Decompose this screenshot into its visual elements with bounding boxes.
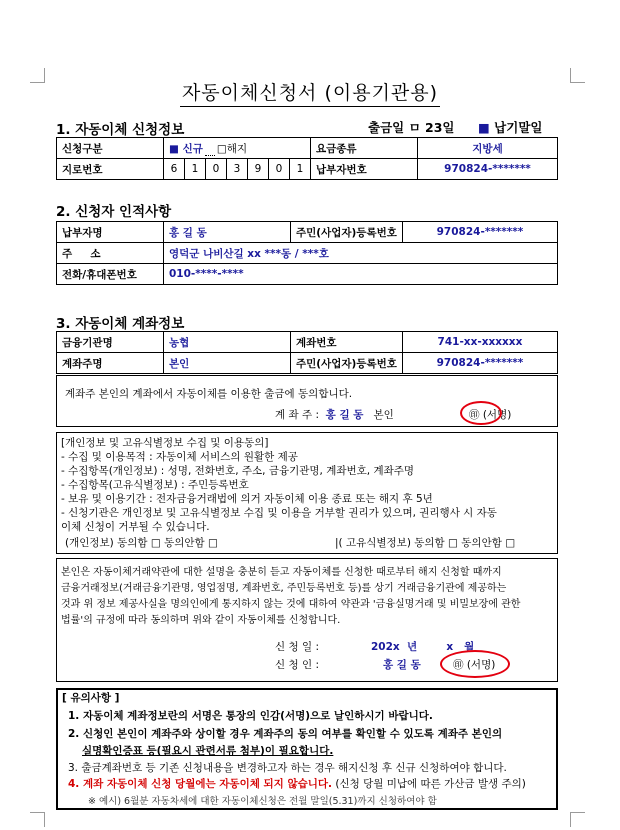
statement-line: 법률'의 규정에 따라 동의하며 위와 같이 자동이체를 신청합니다. [61, 615, 341, 626]
giro-digit: 3 [227, 159, 248, 180]
privacy-line: 이체 신청이 거부될 수 있습니다. [61, 521, 210, 533]
fee-type-label: 요금종류 [311, 138, 418, 159]
req-type-value [164, 138, 311, 159]
crop-mark-bottom-right [570, 812, 585, 827]
phone-value: 010-****-**** [164, 264, 558, 285]
giro-digit: 1 [185, 159, 206, 180]
withdraw-day: 출금일 ㅁ 23일 [368, 120, 455, 135]
account-no-label: 계좌번호 [291, 332, 403, 353]
apply-date-label: 신 청 일 : [275, 641, 319, 653]
privacy-consent-box [56, 432, 558, 554]
note-example: ※ 예시) 6월분 자동차세에 대한 자동이체신청은 전월 말일(5.31)까지 신청하여야 함 [88, 796, 437, 807]
fee-type-value: 지방세 [418, 138, 558, 159]
applicant-info-table [56, 221, 558, 285]
req-type-label: 신청구분 [57, 138, 164, 159]
phone-label: 전화/휴대폰번호 [57, 264, 164, 285]
agree-unique-checkboxes[interactable]: |( 고유식별정보) 동의함 □ 동의안함 □ [335, 537, 516, 549]
payer-name-value: 홍 길 동 [164, 222, 291, 243]
privacy-line: - 수집항목(고유식별정보) : 주민등록번호 [61, 479, 249, 491]
payer-id-label: 주민(사업자)등록번호 [291, 222, 403, 243]
payer-id-value: 970824-******* [402, 222, 557, 243]
address-label: 주 소 [57, 243, 164, 264]
holder-id-value: 970824-******* [402, 353, 557, 374]
agree-personal-checkboxes[interactable]: (개인정보) 동의함 □ 동의안함 □ [65, 537, 218, 549]
giro-label: 지로번호 [57, 159, 164, 180]
crop-mark-bottom-left [30, 812, 45, 827]
holder-id-label: 주민(사업자)등록번호 [291, 353, 403, 374]
account-consent-text: 계좌주 본인의 계좌에서 자동이체를 이용한 출금에 동의합니다. [65, 388, 353, 400]
payer-no-value: 970824-******* [418, 159, 558, 180]
note-3: 3. 출금계좌번호 등 기존 신청내용을 변경하고자 하는 경우 해지신청 후 신규 신청하여야 합니다. [68, 762, 507, 774]
payer-name-label: 납부자명 [57, 222, 164, 243]
bank-label: 금융기관명 [57, 332, 164, 353]
holder-sign-line: 계 좌 주 : 홍 길 동 본인 [275, 409, 394, 421]
payer-no-label: 납부자번호 [311, 159, 418, 180]
note-4: 4. 계좌 자동이체 신청 당월에는 자동이체 되지 않습니다. (신청 당월 미납에 따른 가산금 발생 주의) [68, 778, 526, 790]
applicant-label: 신 청 인 : [275, 659, 319, 671]
applicant-signature-field[interactable]: ㊞ (서명) [453, 659, 496, 671]
holder-label: 계좌주명 [57, 353, 164, 374]
privacy-line: - 보유 및 이용기간 : 전자금융거래법에 의거 자동이체 이용 종료 또는 해지 후 5년 [61, 493, 433, 505]
privacy-line: - 수집항목(개인정보) : 성명, 전화번호, 주소, 금융기관명, 계좌번호, 계좌주명 [61, 465, 415, 477]
bank-value: 농협 [164, 332, 291, 353]
req-cancel-option[interactable]: □해지 [216, 142, 248, 155]
section2-heading: 2. 신청자 인적사항 [56, 204, 172, 220]
applicant-signature-highlight [440, 650, 510, 678]
privacy-line: - 수집 및 이용목적 : 자동이체 서비스의 원활한 제공 [61, 451, 298, 463]
notes-box [56, 688, 558, 810]
holder-signature-field[interactable]: ㊞ (서명) [469, 409, 512, 421]
page-title: 자동이체신청서 (이용기관용) [0, 78, 620, 105]
section3-heading: 3. 자동이체 계좌정보 [56, 316, 185, 332]
statement-line: 금융거래정보(거래금융기관명, 영업점명, 계좌번호, 주민등록번호 등)를 상기 거래금융기관에 제공하는 [61, 583, 507, 594]
privacy-line: - 신청기관은 개인정보 및 고유식별정보 수집 및 이용을 거부할 권리가 있으며, 권리행사 시 자동 [61, 507, 497, 519]
statement-line: 본인은 자동이체거래약관에 대한 설명을 충분히 듣고 자동이체를 신청한 때로부터 해지 신청할 때까지 [61, 567, 502, 578]
address-value: 영덕군 나비산길 xx ***동 / ***호 [164, 243, 558, 264]
notes-heading: [ 유의사항 ] [62, 692, 120, 704]
section1-heading: 1. 자동이체 신청정보 [56, 122, 185, 138]
privacy-line: [개인정보 및 고유식별정보 수집 및 이용동의] [61, 437, 269, 449]
note-2: 2. 신청인 본인이 계좌주와 상이할 경우 계좌주의 동의 여부를 확인할 수 있도록 계좌주 본인의 [68, 728, 503, 740]
req-new-option[interactable]: ■ 신규 [169, 142, 203, 155]
note-1: 1. 자동이체 계좌정보란의 서명은 통장의 인감(서명)으로 날인하시기 바랍니다. [68, 710, 433, 722]
applicant-name: 홍 길 동 [383, 659, 421, 671]
holder-value: 본인 [164, 353, 291, 374]
giro-digit: 9 [248, 159, 269, 180]
apply-date-value: 202x 년 x 월 [371, 641, 475, 653]
giro-digit: 0 [269, 159, 290, 180]
application-info-table [56, 137, 558, 180]
account-no-value: 741-xx-xxxxxx [402, 332, 557, 353]
statement-line: 것과 위 정보 제공사실을 명의인에게 통지하지 않는 것에 대하여 약관과 '금융실명거래 및 비밀보장에 관한 [61, 599, 521, 610]
pay-deadline: ■ 납기말일 [478, 120, 543, 135]
note-2-continued: 실명확인증표 등(필요시 관련서류 첨부)이 필요합니다. [82, 745, 334, 757]
giro-digit: 6 [164, 159, 185, 180]
giro-digit: 1 [290, 159, 311, 180]
giro-digit: 0 [206, 159, 227, 180]
account-info-table [56, 331, 558, 374]
holder-signature-highlight [460, 401, 502, 425]
